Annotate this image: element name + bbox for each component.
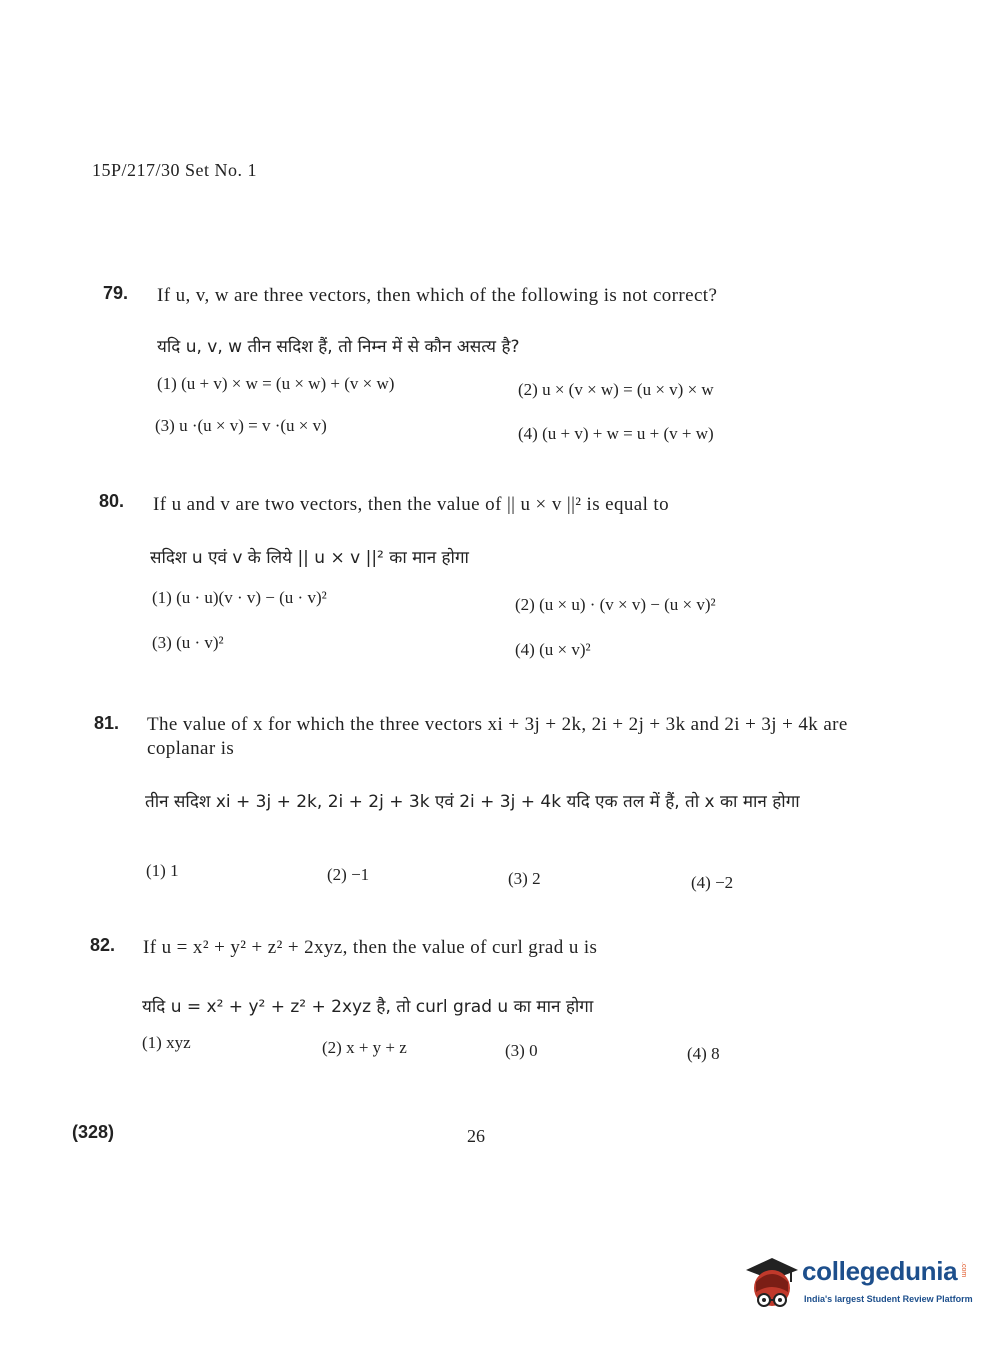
question-text-hindi: तीन सदिश xi + 3j + 2k, 2i + 2j + 3k एवं 2i + 3j + 4k यदि एक तल में हैं, तो x का मान होगा bbox=[145, 792, 800, 812]
brand-tagline: India's largest Student Review Platform bbox=[804, 1294, 973, 1304]
brand-name: collegedunia bbox=[802, 1256, 958, 1286]
option-3: (3) (u · v)² bbox=[152, 633, 224, 652]
option-4: (4) (u × v)² bbox=[515, 640, 591, 659]
paper-code: 15P/217/30 Set No. 1 bbox=[92, 160, 258, 180]
question-number: 79. bbox=[103, 283, 129, 303]
question-text-english: If u, v, w are three vectors, then which of the following is not correct? bbox=[157, 285, 718, 306]
question-text-english: If u and v are two vectors, then the value of || u × v ||² is equal to bbox=[153, 494, 670, 515]
option-3: (3) 2 bbox=[508, 869, 541, 888]
option-1: (1) (u + v) × w = (u × w) + (v × w) bbox=[157, 374, 395, 393]
option-2: (2) (u × u) · (v × v) − (u × v)² bbox=[515, 595, 716, 614]
mascot-icon bbox=[742, 1252, 800, 1312]
question-number: 82. bbox=[90, 935, 116, 955]
option-4: (4) 8 bbox=[687, 1044, 720, 1063]
option-2: (2) −1 bbox=[327, 865, 370, 884]
option-4: (4) −2 bbox=[691, 873, 734, 892]
page-number: 26 bbox=[467, 1126, 485, 1146]
option-1: (1) 1 bbox=[146, 861, 179, 880]
question-text-hindi: सदिश u एवं v के लिये || u × v ||² का मान होगा bbox=[150, 548, 469, 568]
question-number: 80. bbox=[99, 491, 125, 511]
brand-suffix: .com bbox=[960, 1262, 967, 1278]
option-3: (3) u ·(u × v) = v ·(u × v) bbox=[155, 416, 327, 435]
question-text-hindi: यदि u = x² + y² + z² + 2xyz है, तो curl grad u का मान होगा bbox=[142, 997, 594, 1017]
collegedunia-logo bbox=[742, 1252, 972, 1312]
paper-footer-code: (328) bbox=[72, 1122, 115, 1142]
option-3: (3) 0 bbox=[505, 1041, 538, 1060]
option-1: (1) xyz bbox=[142, 1033, 191, 1052]
question-text-english: The value of x for which the three vectors xi + 3j + 2k, 2i + 2j + 3k and 2i + 3j + 4k are coplanar is bbox=[147, 714, 848, 759]
option-2: (2) u × (v × w) = (u × v) × w bbox=[518, 380, 714, 399]
option-4: (4) (u + v) + w = u + (v + w) bbox=[518, 424, 714, 443]
question-text-hindi: यदि u, v, w तीन सदिश हैं, तो निम्न में से कौन असत्य है? bbox=[157, 337, 520, 357]
option-2: (2) x + y + z bbox=[322, 1038, 407, 1057]
question-number: 81. bbox=[94, 713, 120, 733]
question-text-english: If u = x² + y² + z² + 2xyz, then the value of curl grad u is bbox=[143, 937, 598, 958]
option-1: (1) (u · u)(v · v) − (u · v)² bbox=[152, 588, 327, 607]
